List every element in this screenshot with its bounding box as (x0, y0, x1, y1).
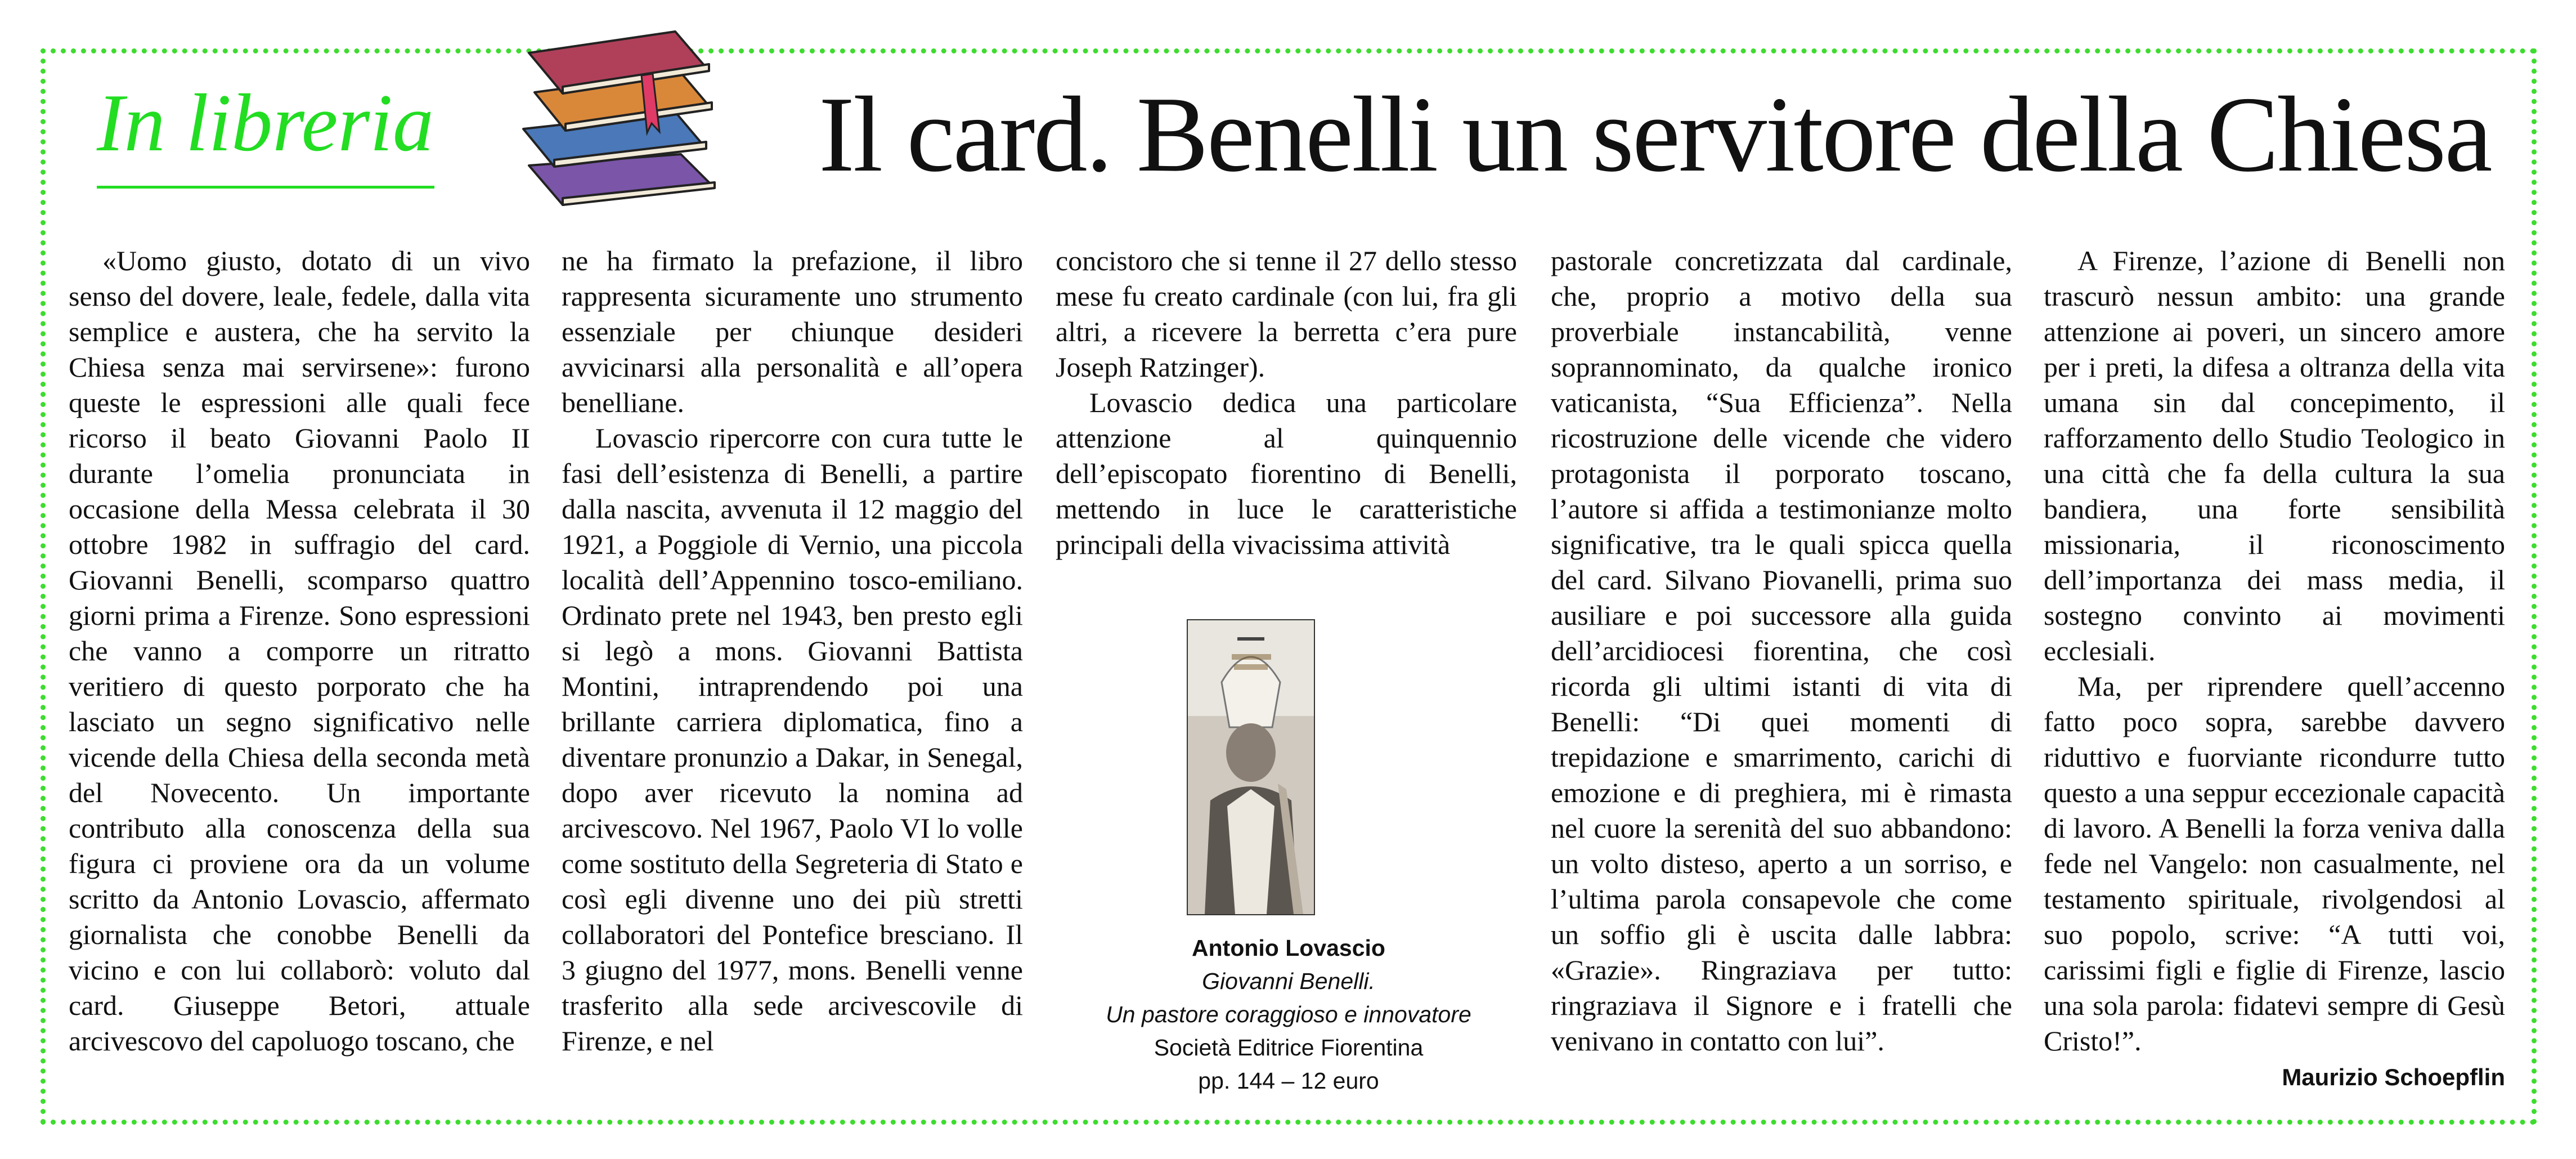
paragraph: «Uomo giusto, dotato di un vivo senso del dovere, leale, fedele, dalla vita semplice e austera, che ha servito la Chiesa senza mai servirsene»: furono queste le espressioni alle quali fece ricorso il beato Giovanni Paolo II durante l’omelia pronunciata in occasione della Messa celebrata il 30 ottobre 1982 in suffragio del card. Giovanni Benelli, scomparso quattro giorni prima a Firenze. Sono espressioni che vanno a comporre un ritratto veritiero di questo porporato che ha lasciato un segno significativo nelle vicende della Chiesa della seconda metà del Novecento. Un importante contributo alla conoscenza della sua figura ci proviene ora da un volume scritto da Antonio Lovascio, affermato giornalista che conobbe Benelli da vicino e con lui collaborò: voluto dal card. Giuseppe Betori, attuale arcivescovo del capoluogo toscano, che (69, 245, 530, 1057)
headline: Il card. Benelli un servitore della Chiesa (819, 74, 2491, 194)
paragraph: A Firenze, l’azione di Benelli non trascurò nessun ambito: una grande attenzione ai poveri, un sincero amore per i preti, la difesa a oltranza della vita umana sin dal concepimento, il rafforzamento dello Studio Teologico in una città che fa della cultura la sua bandiera, una forte sensibilità missionaria, il riconoscimento dell’importanza dei mass media, il sostegno convinto ai movimenti ecclesiali. (2044, 245, 2505, 666)
article-column-5 (2044, 243, 2505, 1059)
paragraph: Lovascio dedica una particolare attenzione al quinquennio dell’episcopato fiorentino di Benelli, mettendo in luce le caratteristiche principali della vivacissima attività (1056, 387, 1517, 560)
paragraph: ne ha firmato la prefazione, il libro rappresenta sicuramente uno strumento essenziale per chiunque desideri avvicinarsi alla personalità e all’opera benelliane. (562, 245, 1023, 418)
paragraph: pastorale concretizzata dal cardinale, che, proprio a motivo della sua proverbiale instancabilità, venne soprannominato, da qualche ironico vaticanista, “Sua Efficienza”. Nella ricostruzione delle vicende che videro protagonista il porporato toscano, l’autore si affida a testimonianze molto significative, tra le quali spicca quella del card. Silvano Piovanelli, prima suo ausiliare e poi successore alla guida dell’arcidiocesi fiorentina, che così ricorda gli ultimi istanti di vita di Benelli: “Di quei momenti di trepidazione e smarrimento, carichi di emozione e di preghiera, mi è rimasta nel cuore la serenità del suo abbandono: un volto disteso, aperto a un sorriso, e l’ultima parola consapevole che come un soffio gli è uscita dalle labbra: «Grazie». Ringraziava per tutto: ringraziava il Signore e i fratelli che venivano in contatto con lui”. (1551, 245, 2012, 1057)
article-column-4 (1551, 243, 2012, 1059)
section-underline (97, 186, 434, 189)
book-cover-image (1187, 619, 1315, 915)
book-details: pp. 144 – 12 euro (1198, 1068, 1379, 1094)
article-column-1 (69, 243, 530, 1059)
paragraph: Ma, per riprendere quell’accenno fatto poco sopra, sarebbe davvero riduttivo e fuorviante ricondurre tutto questo a una seppur eccezionale capacità di lavoro. A Benelli la forza veniva dalla fede nel Vangelo: non casualmente, nel testamento spirituale, rivolgendosi al suo popolo, scrive: “A tutti voi, carissimi figli e figlie di Firenze, lascio una sola parola: fidatevi sempre di Gesù Cristo!”. (2044, 670, 2505, 1057)
book-publisher: Società Editrice Fiorentina (1154, 1035, 1424, 1060)
paragraph: Lovascio ripercorre con cura tutte le fasi dell’esistenza di Benelli, a partire dalla nascita, avvenuta il 12 maggio del 1921, a Poggiole di Vernio, una piccola località dell’Appennino tosco-emiliano. Ordinato prete nel 1943, ben presto egli si legò a mons. Giovanni Battista Montini, intraprendendo poi una brillante carriera diplomatica, fino a diventare pronunzio a Dakar, in Senegal, dopo aver ricevuto la nomina ad arcivescovo. Nel 1967, Paolo VI lo volle come sostituto della Segreteria di Stato e così egli divenne uno dei più stretti collaboratori del Pontefice bresciano. Il 3 giugno del 1977, mons. Benelli venne trasferito alla sede arcivescovile di Firenze, e nel (562, 422, 1023, 1057)
book-title: Giovanni Benelli. (1202, 968, 1375, 994)
stack-of-books-icon (512, 19, 737, 211)
article-column-3 (1056, 243, 1517, 562)
book-subtitle: Un pastore coraggioso e innovatore (1106, 1001, 1471, 1027)
book-author: Antonio Lovascio (1192, 935, 1385, 961)
section-label: In libreria (97, 77, 434, 168)
paragraph: concistoro che si tenne il 27 dello stesso mese fu creato cardinale (con lui, fra gli altri, a ricevere la berretta c’era pure Joseph Ratzinger). (1056, 245, 1517, 383)
article-column-2 (562, 243, 1023, 1059)
book-info (1058, 932, 1519, 1098)
author-signature: Maurizio Schoepflin (2282, 1064, 2505, 1090)
